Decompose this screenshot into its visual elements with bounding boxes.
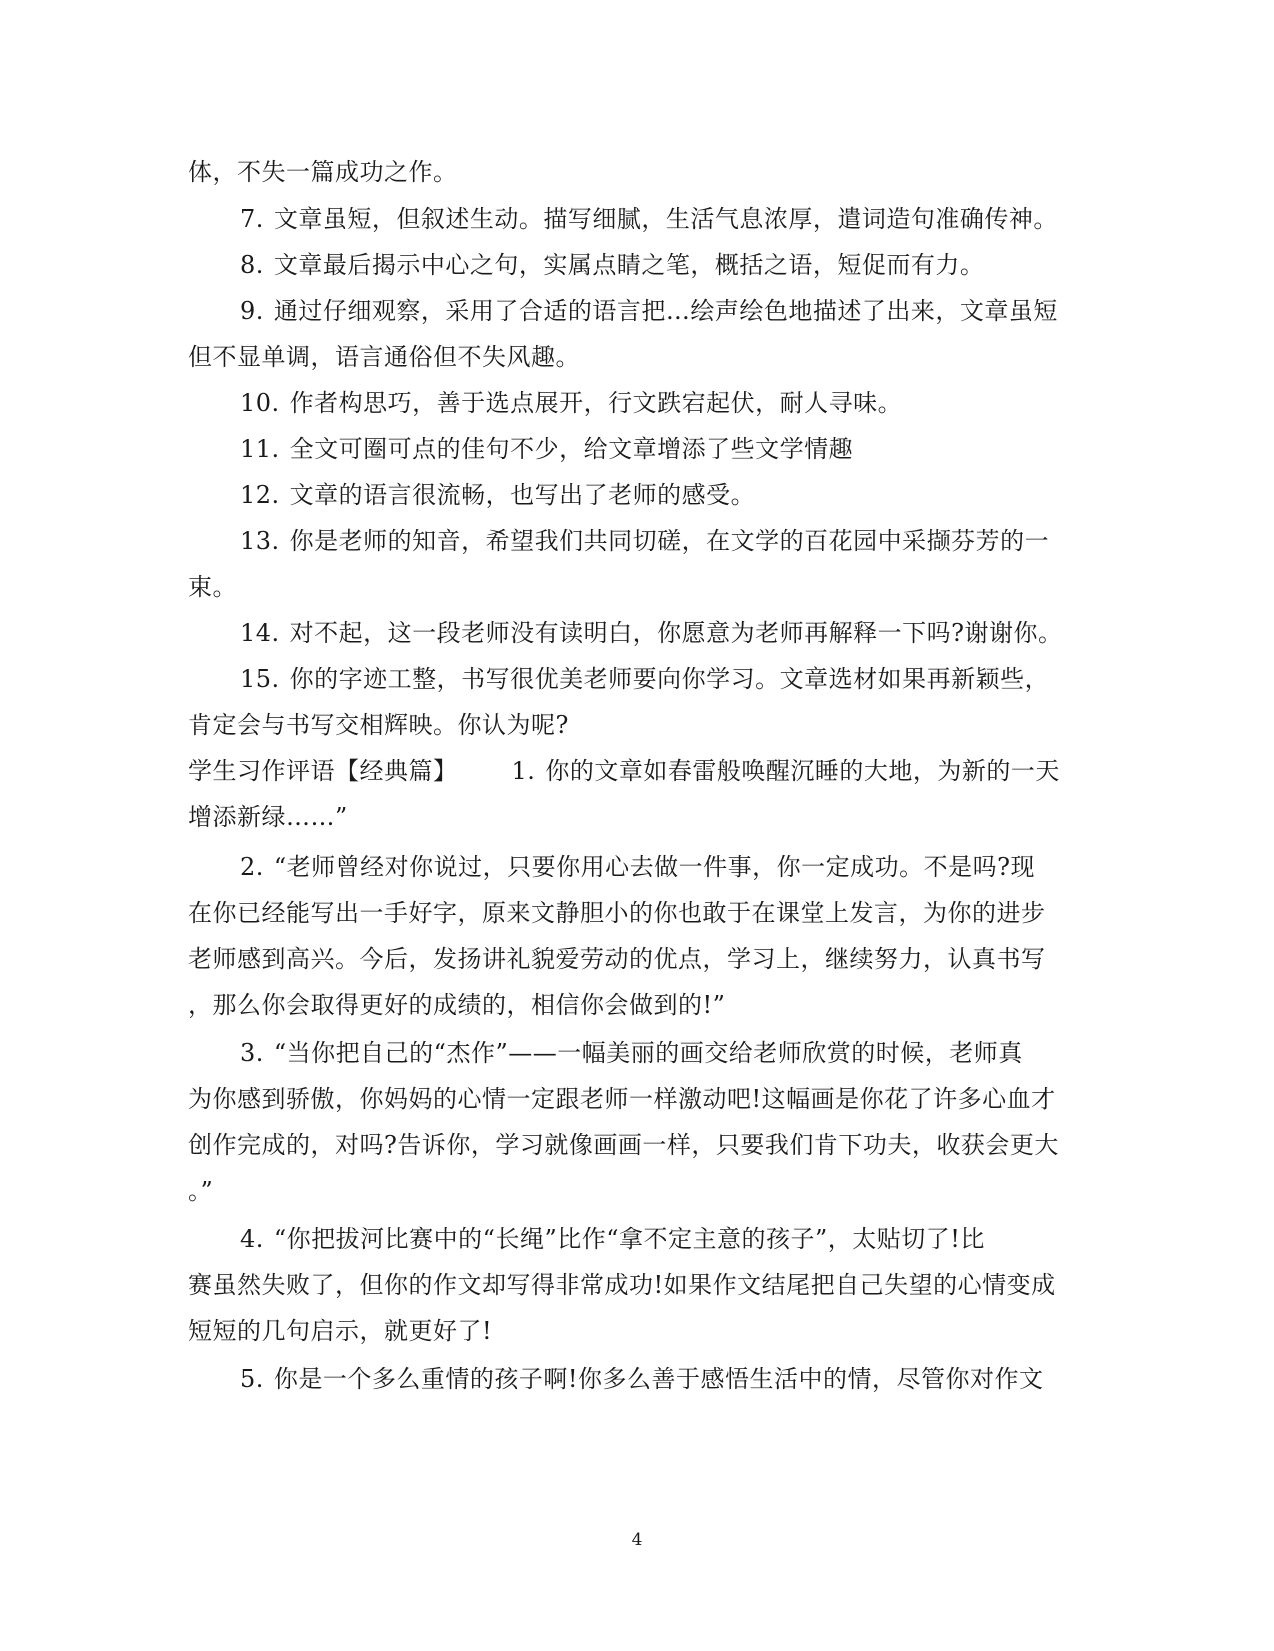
text-line: [188, 802, 1078, 832]
item-number: 11.: [240, 435, 280, 463]
text-line: [188, 572, 1078, 602]
line-text: 赛虽然失败了，但你的作文却写得非常成功!如果作文结尾把自己失望的心情变成: [188, 1271, 1056, 1299]
line-text: 老师感到高兴。今后，发扬讲礼貌爱劳动的优点，学习上，继续努力，认真书写: [188, 945, 1046, 973]
line-text: ，那么你会取得更好的成绩的，相信你会做到的!”: [188, 991, 726, 1019]
item-text: 你是一个多么重情的孩子啊!你多么善于感悟生活中的情，尽管你对作文: [273, 1365, 1044, 1393]
comment-item-14: [240, 618, 1130, 648]
line-text: 。”: [188, 1177, 214, 1205]
line-text: 增添新绿……”: [188, 803, 348, 831]
text-line: [188, 944, 1078, 974]
section-heading: 学生习作评语【经典篇】: [188, 757, 458, 785]
item-number: 7.: [240, 205, 264, 233]
comment-item-5: [240, 1364, 1130, 1394]
line-text: 但不显单调，语言通俗但不失风趣。: [188, 343, 580, 371]
comment-item-10: [240, 388, 1130, 418]
comment-item-15: [240, 664, 1130, 694]
comment-item-2: [240, 852, 1130, 882]
item-number: 5.: [240, 1365, 264, 1393]
comment-item-8: [240, 250, 1130, 280]
item-text: “老师曾经对你说过，只要你用心去做一件事，你一定成功。不是吗?现: [273, 853, 1036, 881]
item-number: 4.: [240, 1225, 264, 1253]
text-line: [188, 898, 1078, 928]
comment-item-9: [240, 296, 1130, 326]
item-text: 文章最后揭示中心之句，实属点睛之笔，概括之语，短促而有力。: [273, 251, 985, 279]
item-text: 对不起，这一段老师没有读明白，你愿意为老师再解释一下吗?谢谢你。: [289, 619, 1063, 647]
item-number: 13.: [240, 527, 280, 555]
text-line: [188, 342, 1078, 372]
item-text: 通过仔细观察，采用了合适的语言把…绘声绘色地描述了出来，文章虽短: [273, 297, 1058, 325]
item-number: 1.: [511, 757, 536, 785]
item-number: 15.: [240, 665, 280, 693]
line-text: 创作完成的，对吗?告诉你，学习就像画画一样，只要我们肯下功夫，收获会更大: [188, 1131, 1059, 1159]
text-line: [188, 1316, 1078, 1346]
item-text: 全文可圈可点的佳句不少，给文章增添了些文学情趣: [289, 435, 854, 463]
text-line: [188, 990, 1078, 1020]
line-text: 束。: [188, 573, 237, 601]
comment-item-12: [240, 480, 1130, 510]
item-number: 3.: [240, 1039, 264, 1067]
item-number: 9.: [240, 297, 264, 325]
text-line: [188, 710, 1078, 740]
text-line: [188, 1176, 1078, 1206]
comment-item-4: [240, 1224, 1130, 1254]
line-text: 体，不失一篇成功之作。: [188, 158, 458, 186]
comment-item-3: [240, 1038, 1130, 1068]
item-text: 你是老师的知音，希望我们共同切磋，在文学的百花园中采撷芬芳的一: [289, 527, 1050, 555]
item-text: 文章虽短，但叙述生动。描写细腻，生活气息浓厚，遣词造句准确传神。: [273, 205, 1058, 233]
line-text: 短短的几句启示，就更好了!: [188, 1317, 493, 1345]
comment-item-13: [240, 526, 1130, 556]
line-text: 在你已经能写出一手好字，原来文静胆小的你也敢于在课堂上发言，为你的进步: [188, 899, 1046, 927]
item-text: 文章的语言很流畅，也写出了老师的感受。: [289, 481, 756, 509]
comment-item-11: [240, 434, 1130, 464]
line-text: 肯定会与书写交相辉映。你认为呢?: [188, 711, 569, 739]
line-text: 为你感到骄傲，你妈妈的心情一定跟老师一样激动吧!这幅画是你花了许多心血才: [188, 1085, 1056, 1113]
text-line: [188, 1084, 1078, 1114]
comment-item-7: [240, 204, 1130, 234]
item-number: 10.: [240, 389, 280, 417]
item-text: 作者构思巧，善于选点展开，行文跌宕起伏，耐人寻味。: [289, 389, 903, 417]
item-number: 2.: [240, 853, 264, 881]
section-heading-line: [188, 756, 1078, 786]
item-text: 你的文章如春雷般唤醒沉睡的大地，为新的一天: [545, 757, 1060, 785]
item-text: “你把拔河比赛中的“长绳”比作“拿不定主意的孩子”，太贴切了!比: [273, 1225, 985, 1253]
text-line: [188, 157, 1078, 187]
item-number: 14.: [240, 619, 280, 647]
text-line: [188, 1270, 1078, 1300]
item-number: 8.: [240, 251, 264, 279]
item-number: 12.: [240, 481, 280, 509]
item-text: “当你把自己的“杰作”——一幅美丽的画交给老师欣赏的时候，老师真: [273, 1039, 1023, 1067]
text-line: [188, 1130, 1078, 1160]
item-text: 你的字迹工整，书写很优美老师要向你学习。文章选材如果再新颖些，: [289, 665, 1050, 693]
page-number: 4: [631, 1530, 643, 1550]
